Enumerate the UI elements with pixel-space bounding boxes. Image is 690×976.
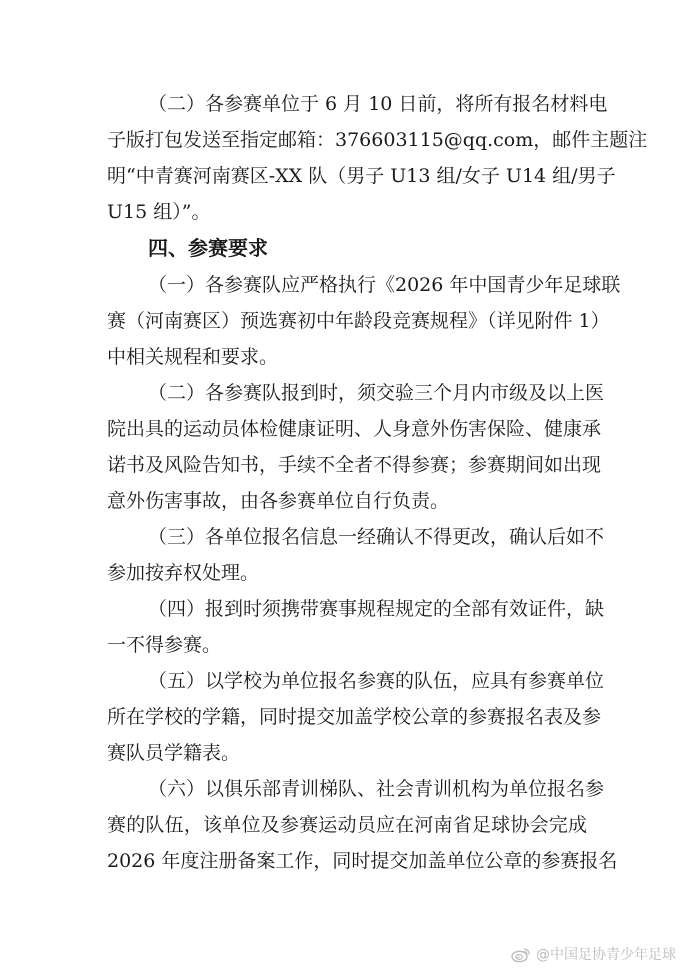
paragraph-line: （六）以俱乐部青训梯队、社会青训机构为单位报名参 bbox=[148, 778, 605, 800]
paragraph-line: 参加按弃权处理。 bbox=[107, 562, 260, 584]
paragraph-line: 院出具的运动员体检健康证明、人身意外伤害保险、健康承 bbox=[107, 418, 602, 440]
paragraph-line: （一）各参赛队应严格执行《2026 年中国青少年足球联 bbox=[148, 274, 621, 296]
weibo-watermark bbox=[511, 944, 676, 964]
paragraph-line: 意外伤害事故，由各参赛单位自行负责。 bbox=[107, 490, 450, 512]
paragraph-line: 子版打包发送至指定邮箱：376603115@qq.com，邮件主题注 bbox=[107, 129, 648, 151]
paragraph-line: 一不得参赛。 bbox=[107, 634, 222, 656]
paragraph-line: 赛队员学籍表。 bbox=[107, 742, 241, 764]
paragraph-line: 所在学校的学籍，同时提交加盖学校公章的参赛报名表及参 bbox=[107, 706, 602, 728]
paragraph-line: 诺书及风险告知书，手续不全者不得参赛；参赛期间如出现 bbox=[107, 454, 602, 476]
section-heading: 四、参赛要求 bbox=[148, 236, 268, 260]
paragraph-line: U15 组）”。 bbox=[107, 201, 211, 223]
paragraph-line: 2026 年度注册备案工作，同时提交加盖单位公章的参赛报名 bbox=[107, 850, 618, 872]
paragraph-line: 赛（河南赛区）预选赛初中年龄段竞赛规程》（详见附件 1） bbox=[107, 310, 610, 332]
paragraph-line: 明“中青赛河南赛区-XX 队（男子 U13 组/女子 U14 组/男子 bbox=[107, 165, 616, 187]
paragraph-line: 赛的队伍，该单位及参赛运动员应在河南省足球协会完成 bbox=[107, 814, 587, 836]
watermark-text: @中国足协青少年足球 bbox=[536, 947, 676, 963]
paragraph-line: （二）各参赛队报到时，须交验三个月内市级及以上医 bbox=[148, 382, 605, 404]
paragraph-line: （五）以学校为单位报名参赛的队伍，应具有参赛单位 bbox=[148, 670, 605, 692]
paragraph-line: （二）各参赛单位于 6 月 10 日前，将所有报名材料电 bbox=[148, 93, 608, 115]
paragraph-line: （三）各单位报名信息一经确认不得更改，确认后如不 bbox=[148, 526, 605, 548]
paragraph-line: 中相关规程和要求。 bbox=[107, 346, 279, 368]
weibo-icon bbox=[511, 946, 531, 963]
paragraph-line: （四）报到时须携带赛事规程规定的全部有效证件，缺 bbox=[148, 598, 605, 620]
